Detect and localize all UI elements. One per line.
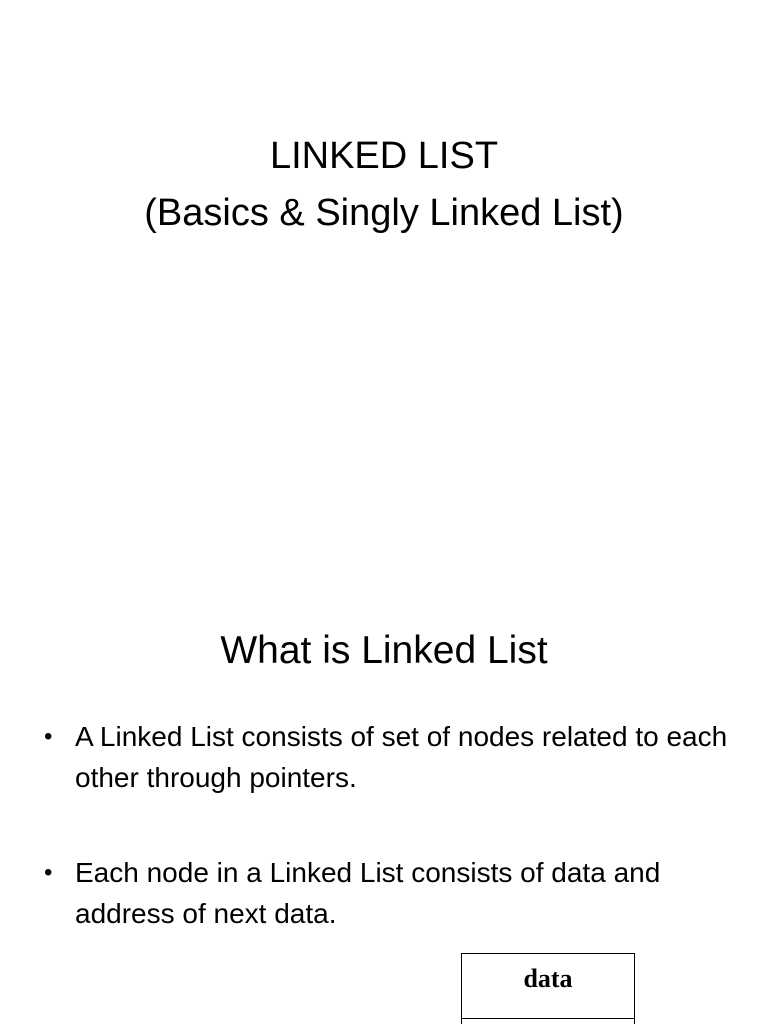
title-line-2: (Basics & Singly Linked List) [144, 192, 624, 234]
node-data-cell: data [462, 954, 634, 1019]
bullet-text: Each node in a Linked List consists of data and address of next data. [75, 857, 661, 929]
bullet-icon: • [44, 859, 53, 886]
bullet-list [44, 716, 744, 988]
slide-title [0, 128, 768, 242]
slide-heading: What is Linked List [220, 629, 548, 672]
title-line-1: LINKED LIST [269, 135, 499, 177]
bullet-icon: • [44, 723, 53, 750]
bullet-text: A Linked List consists of set of nodes related to each other through pointers. [75, 721, 728, 793]
linked-list-node-diagram [461, 953, 635, 1024]
content-slide [0, 576, 768, 1024]
bullet-item [44, 716, 744, 798]
bullet-item [44, 852, 744, 934]
